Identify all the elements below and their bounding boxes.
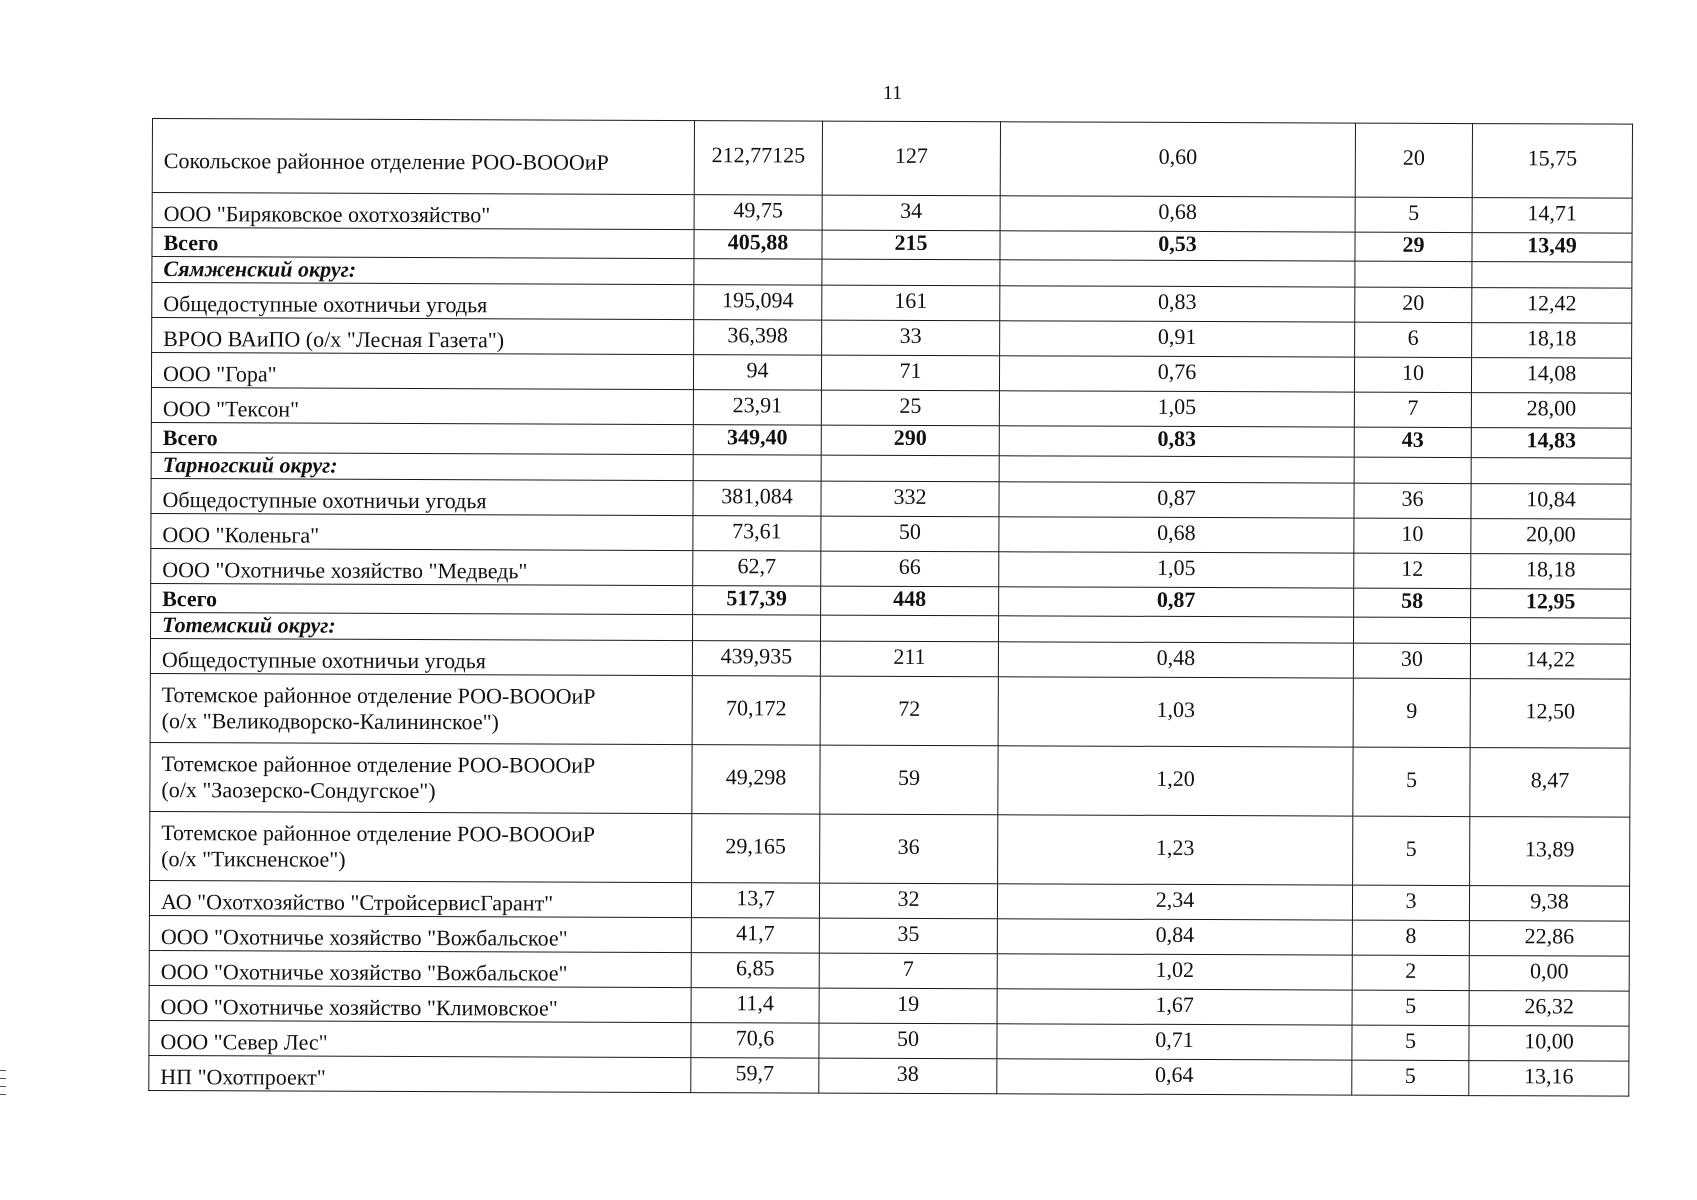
percent-cell: 0,00 (1469, 956, 1629, 992)
organization-name: ООО "Коленьга" (162, 521, 320, 548)
organization-cell (152, 283, 694, 320)
count-cell: 332 (821, 481, 999, 517)
organization-cell (149, 986, 691, 1023)
count-cell: 290 (821, 425, 999, 455)
density-cell: 2,34 (997, 884, 1352, 920)
organization-cell (149, 916, 691, 953)
table-row (151, 353, 1631, 394)
percent-cell (1470, 618, 1630, 645)
quota-cell: 9 (1353, 678, 1470, 747)
density-cell: 0,84 (997, 919, 1352, 955)
organization-cell (151, 452, 693, 480)
count-cell: 215 (822, 230, 1000, 260)
area-cell: 349,40 (693, 425, 821, 455)
density-cell: 0,91 (1000, 321, 1355, 357)
quota-cell: 43 (1354, 427, 1471, 457)
density-cell: 1,05 (999, 552, 1354, 588)
organization-name: Общедоступные охотничьи угодья (161, 646, 486, 674)
quota-cell: 3 (1352, 885, 1469, 920)
area-cell: 41,7 (691, 918, 819, 953)
density-cell: 0,83 (999, 426, 1354, 457)
scan-margin-mark (0, 1070, 6, 1071)
density-cell: 0,68 (1000, 196, 1355, 232)
count-cell (820, 615, 998, 642)
organization-cell (152, 228, 694, 259)
count-cell: 161 (822, 285, 1000, 321)
count-cell (821, 455, 999, 482)
organization-name: Сокольское районное отделение РОО-ВОООиР (163, 147, 609, 175)
quota-cell: 7 (1354, 392, 1471, 427)
organization-name: Тотемское районное отделение РОО-ВОООиР (161, 820, 596, 848)
density-cell: 1,67 (997, 989, 1352, 1025)
table-row (152, 283, 1632, 324)
table-row (150, 812, 1630, 887)
organization-name: Всего (162, 585, 218, 612)
hunting-grounds-table-wrapper (148, 118, 1632, 1097)
quota-cell: 5 (1353, 816, 1470, 885)
percent-cell: 18,18 (1471, 553, 1631, 589)
organization-subname: (о/х "Великодворско-Калининское") (161, 707, 499, 734)
quota-cell (1354, 457, 1471, 484)
percent-cell: 8,47 (1470, 748, 1630, 818)
percent-cell: 13,49 (1472, 233, 1632, 263)
count-cell: 448 (821, 586, 999, 616)
quota-cell: 20 (1355, 287, 1472, 322)
area-cell: 49,298 (692, 745, 820, 814)
table-row (152, 318, 1632, 359)
scan-margin-mark (0, 1078, 6, 1079)
organization-cell (152, 257, 694, 285)
organization-cell (152, 318, 694, 355)
area-cell: 439,935 (692, 641, 820, 676)
organization-name: Общедоступные охотничьи угодья (163, 291, 488, 318)
organization-cell (150, 674, 692, 745)
density-cell: 0,71 (997, 1024, 1352, 1060)
quota-cell: 5 (1352, 1025, 1469, 1060)
table-body (149, 119, 1633, 1097)
organization-cell (150, 743, 692, 814)
percent-cell: 22,86 (1469, 921, 1629, 957)
count-cell: 36 (820, 814, 998, 884)
table-row (152, 193, 1632, 234)
quota-cell: 10 (1354, 357, 1471, 392)
area-cell (694, 259, 822, 286)
scan-margin-mark (0, 1094, 6, 1095)
area-cell (693, 454, 821, 481)
density-cell: 0,68 (999, 517, 1354, 553)
percent-cell: 12,42 (1472, 288, 1632, 324)
table-row (150, 743, 1630, 818)
organization-name: ООО "Биряковское охотхозяйство" (163, 200, 491, 228)
quota-cell: 5 (1355, 197, 1472, 232)
table-row (149, 951, 1629, 992)
organization-cell (149, 1021, 691, 1058)
count-cell: 59 (820, 745, 998, 815)
percent-cell: 10,00 (1469, 1026, 1629, 1062)
organization-cell (150, 639, 692, 676)
count-cell: 127 (822, 121, 1000, 196)
count-cell: 34 (822, 195, 1000, 231)
area-cell: 29,165 (692, 814, 820, 883)
organization-cell (151, 583, 693, 614)
density-cell: 0,87 (999, 587, 1354, 618)
count-cell: 19 (819, 988, 997, 1024)
organization-cell (151, 548, 693, 585)
density-cell: 1,23 (998, 815, 1353, 885)
table-row (149, 1021, 1629, 1062)
count-cell: 25 (821, 390, 999, 426)
percent-cell: 18,18 (1472, 323, 1632, 359)
percent-cell: 14,22 (1470, 644, 1630, 680)
density-cell: 0,64 (997, 1059, 1352, 1095)
density-cell: 0,53 (1000, 231, 1355, 262)
organization-name: ООО "Север Лес" (160, 1028, 328, 1055)
area-cell: 405,88 (694, 230, 822, 260)
count-cell: 50 (819, 1023, 997, 1059)
density-cell: 1,02 (997, 954, 1352, 990)
organization-cell (149, 1056, 691, 1093)
organization-name: Тотемский округ: (162, 611, 336, 638)
density-cell: 0,76 (999, 356, 1354, 392)
organization-name: Сямженский округ: (163, 256, 357, 282)
area-cell: 13,7 (691, 883, 819, 918)
quota-cell: 58 (1354, 588, 1471, 618)
area-cell: 94 (693, 355, 821, 390)
page-number: 11 (882, 82, 903, 104)
area-cell (692, 615, 820, 642)
count-cell: 38 (819, 1058, 997, 1094)
density-cell (998, 616, 1353, 644)
area-cell: 49,75 (694, 195, 822, 230)
density-cell: 0,48 (998, 642, 1353, 678)
quota-cell: 8 (1352, 920, 1469, 955)
table-row (151, 478, 1631, 519)
organization-cell (151, 423, 693, 454)
density-cell: 1,05 (999, 391, 1354, 427)
table-row (149, 881, 1629, 922)
table-row (150, 639, 1630, 680)
quota-cell: 29 (1355, 232, 1472, 262)
percent-cell (1472, 262, 1632, 289)
organization-name: Всего (163, 230, 219, 256)
table-row (151, 513, 1631, 554)
density-cell: 1,20 (998, 746, 1353, 816)
percent-cell: 12,50 (1470, 679, 1630, 749)
area-cell: 381,084 (693, 480, 821, 515)
organization-cell (152, 119, 694, 195)
organization-cell (151, 388, 693, 425)
organization-cell (151, 353, 693, 390)
organization-subname: (о/х "Тиксненское") (161, 845, 346, 872)
organization-name: Тотемское районное отделение РОО-ВОООиР (161, 682, 596, 710)
quota-cell: 20 (1355, 123, 1472, 197)
scan-margin-mark (0, 1086, 6, 1087)
organization-name: Тарногский округ: (162, 451, 338, 478)
organization-name: Всего (162, 425, 218, 451)
area-cell: 36,398 (694, 320, 822, 355)
percent-cell: 20,00 (1471, 518, 1631, 554)
percent-cell: 14,83 (1471, 428, 1631, 458)
area-cell: 73,61 (693, 515, 821, 550)
count-cell: 50 (821, 516, 999, 552)
area-cell: 59,7 (691, 1058, 819, 1093)
density-cell: 0,87 (999, 482, 1354, 518)
organization-cell (152, 193, 694, 230)
organization-cell (151, 513, 693, 550)
count-cell: 33 (822, 320, 1000, 356)
count-cell: 35 (819, 918, 997, 954)
area-cell: 517,39 (693, 585, 821, 615)
organization-name: ВРОО ВАиПО (о/х "Лесная Газета") (163, 326, 505, 353)
percent-cell (1471, 457, 1631, 484)
count-cell: 32 (819, 883, 997, 919)
percent-cell: 28,00 (1471, 393, 1631, 429)
percent-cell: 9,38 (1469, 886, 1629, 922)
count-cell: 72 (820, 676, 998, 746)
percent-cell: 13,89 (1470, 817, 1630, 887)
quota-cell: 12 (1354, 553, 1471, 588)
organization-cell (150, 812, 692, 883)
quota-cell: 10 (1354, 518, 1471, 553)
organization-name: ООО "Тексон" (162, 396, 300, 422)
table-row (149, 986, 1629, 1027)
area-cell: 70,172 (692, 676, 820, 745)
area-cell: 6,85 (691, 953, 819, 988)
quota-cell: 36 (1354, 483, 1471, 518)
table-row (151, 388, 1631, 429)
quota-cell: 5 (1353, 747, 1470, 816)
density-cell: 1,03 (998, 677, 1353, 747)
table-row (150, 674, 1630, 749)
organization-cell (149, 881, 691, 918)
density-cell: 0,60 (1000, 122, 1355, 197)
count-cell: 71 (821, 355, 999, 391)
organization-subname: (о/х "Заозерско-Сондугское") (161, 776, 436, 803)
percent-cell: 14,71 (1472, 198, 1632, 234)
organization-cell (149, 951, 691, 988)
organization-name: ООО "Гора" (162, 361, 277, 387)
table-row (152, 119, 1632, 199)
area-cell: 212,77125 (694, 121, 822, 195)
count-cell: 211 (820, 641, 998, 677)
quota-cell: 6 (1355, 322, 1472, 357)
organization-name: АО "Охотхозяйство "СтройсервисГарант" (160, 888, 554, 916)
density-cell (999, 455, 1354, 483)
count-cell: 7 (819, 953, 997, 989)
percent-cell: 15,75 (1472, 124, 1632, 199)
organization-name: ООО "Охотничье хозяйство "Вожбальское" (160, 958, 568, 986)
quota-cell: 2 (1352, 955, 1469, 990)
organization-name: ООО "Охотничье хозяйство "Медведь" (162, 556, 528, 584)
percent-cell: 26,32 (1469, 991, 1629, 1027)
area-cell: 195,094 (694, 285, 822, 320)
quota-cell: 5 (1352, 990, 1469, 1025)
area-cell: 11,4 (691, 988, 819, 1023)
organization-cell (151, 478, 693, 515)
organization-cell (151, 612, 693, 640)
hunting-grounds-table (148, 118, 1633, 1097)
table-row (151, 548, 1631, 589)
table-row (149, 1056, 1629, 1097)
density-cell: 0,83 (1000, 286, 1355, 322)
quota-cell (1355, 261, 1472, 288)
area-cell: 23,91 (693, 390, 821, 425)
percent-cell: 10,84 (1471, 483, 1631, 519)
organization-name: НП "Охотпроект" (160, 1063, 326, 1090)
organization-name: Общедоступные охотничьи угодья (162, 486, 487, 513)
organization-name: Тотемское районное отделение РОО-ВОООиР (161, 751, 596, 779)
density-cell (1000, 260, 1355, 288)
percent-cell: 14,08 (1471, 358, 1631, 394)
percent-cell: 13,16 (1469, 1061, 1629, 1097)
table-row (149, 916, 1629, 957)
count-cell: 66 (821, 551, 999, 587)
organization-name: ООО "Охотничье хозяйство "Климовское" (160, 993, 558, 1021)
area-cell: 62,7 (693, 550, 821, 585)
quota-cell (1353, 617, 1470, 644)
quota-cell: 30 (1353, 643, 1470, 678)
organization-name: ООО "Охотничье хозяйство "Вожбальское" (160, 923, 568, 951)
count-cell (822, 259, 1000, 286)
quota-cell: 5 (1352, 1060, 1469, 1095)
area-cell: 70,6 (691, 1023, 819, 1058)
percent-cell: 12,95 (1471, 588, 1631, 618)
